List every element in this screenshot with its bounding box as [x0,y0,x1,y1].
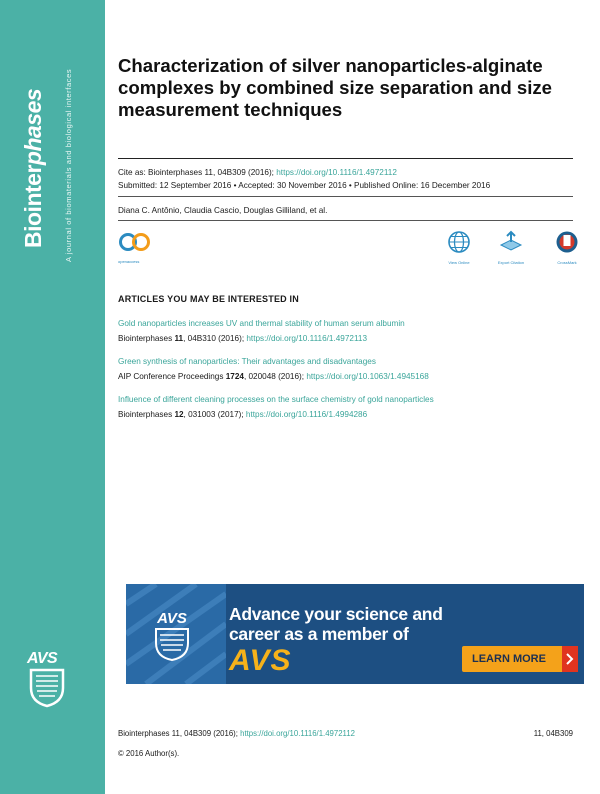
avs-membership-banner[interactable] [126,584,584,684]
view-online-button[interactable]: View Online [447,230,471,261]
learn-more-button[interactable]: LEARN MORE [462,646,578,672]
article-doi-link[interactable]: https://doi.org/10.1116/1.4972112 [276,168,397,177]
related-article-doi[interactable]: https://doi.org/10.1116/1.4994286 [245,410,368,419]
crossmark-button[interactable]: CrossMark [555,230,579,261]
journal-subtitle: A journal of biomaterials and biological interfaces [64,68,73,262]
crossmark-icon [555,230,579,256]
related-article-title[interactable]: Influence of different cleaning processes on the surface chemistry of gold nanoparticles [118,395,434,404]
divider [118,196,573,197]
related-article-title[interactable]: Green synthesis of nanoparticles: Their advantages and disadvantages [118,357,376,366]
related-article-ref: AIP Conference Proceedings 1724, 020048 (2016); https://doi.org/10.1063/1.4945168 [118,372,429,381]
avs-logo-text: AVS [27,650,58,667]
article-tools [118,230,577,270]
citation-line: Cite as: Biointerphases 11, 04B309 (2016); https://doi.org/10.1116/1.4972112 [118,168,397,177]
publication-dates: Submitted: 12 September 2016 • Accepted: 30 November 2016 • Published Online: 16 December 2016 [118,181,491,190]
avs-logo[interactable] [27,650,77,713]
export-icon [498,230,524,256]
footer-doi-link[interactable]: https://doi.org/10.1116/1.4972112 [240,729,355,738]
related-article-doi[interactable]: https://doi.org/10.1116/1.4972113 [246,334,368,343]
open-access-badge[interactable]: openaccess [118,230,152,264]
journal-sidebar [0,0,105,794]
footer-citation: Biointerphases 11, 04B309 (2016); https://doi.org/10.1116/1.4972112 11, 04B309 [118,729,573,738]
banner-headline: Advance your science and career as a member of [229,604,443,644]
related-article-title[interactable]: Gold nanoparticles increases UV and thermal stability of human serum albumin [118,319,405,328]
banner-brand: AVS [229,644,292,677]
related-article-doi[interactable]: https://doi.org/10.1063/1.4945168 [306,372,429,381]
divider [118,220,573,221]
journal-name: Biointerphases [20,88,46,248]
avs-shield-icon [27,668,67,708]
open-access-icon [118,230,152,256]
chevron-right-icon [562,646,578,672]
article-title: Characterization of silver nanoparticles-alginate complexes by combined size separation and size measurement techniques [118,55,553,120]
divider [118,158,573,159]
copyright: © 2016 Author(s). [118,749,180,758]
globe-icon [447,230,471,256]
export-citation-button[interactable]: Export Citation [498,230,524,261]
related-article-ref: Biointerphases 12, 031003 (2017); https://doi.org/10.1116/1.4994286 [118,410,368,419]
related-article-ref: Biointerphases 11, 04B310 (2016); https://doi.org/10.1116/1.4972113 [118,334,368,343]
related-articles-heading: ARTICLES YOU MAY BE INTERESTED IN [118,294,299,304]
authors[interactable]: Diana C. Antônio, Claudia Cascio, Douglas Gilliland, et al. [118,206,328,215]
banner-avs-logo: AVS [142,610,202,666]
page-id: 11, 04B309 [533,729,573,738]
avs-shield-icon [142,627,202,661]
